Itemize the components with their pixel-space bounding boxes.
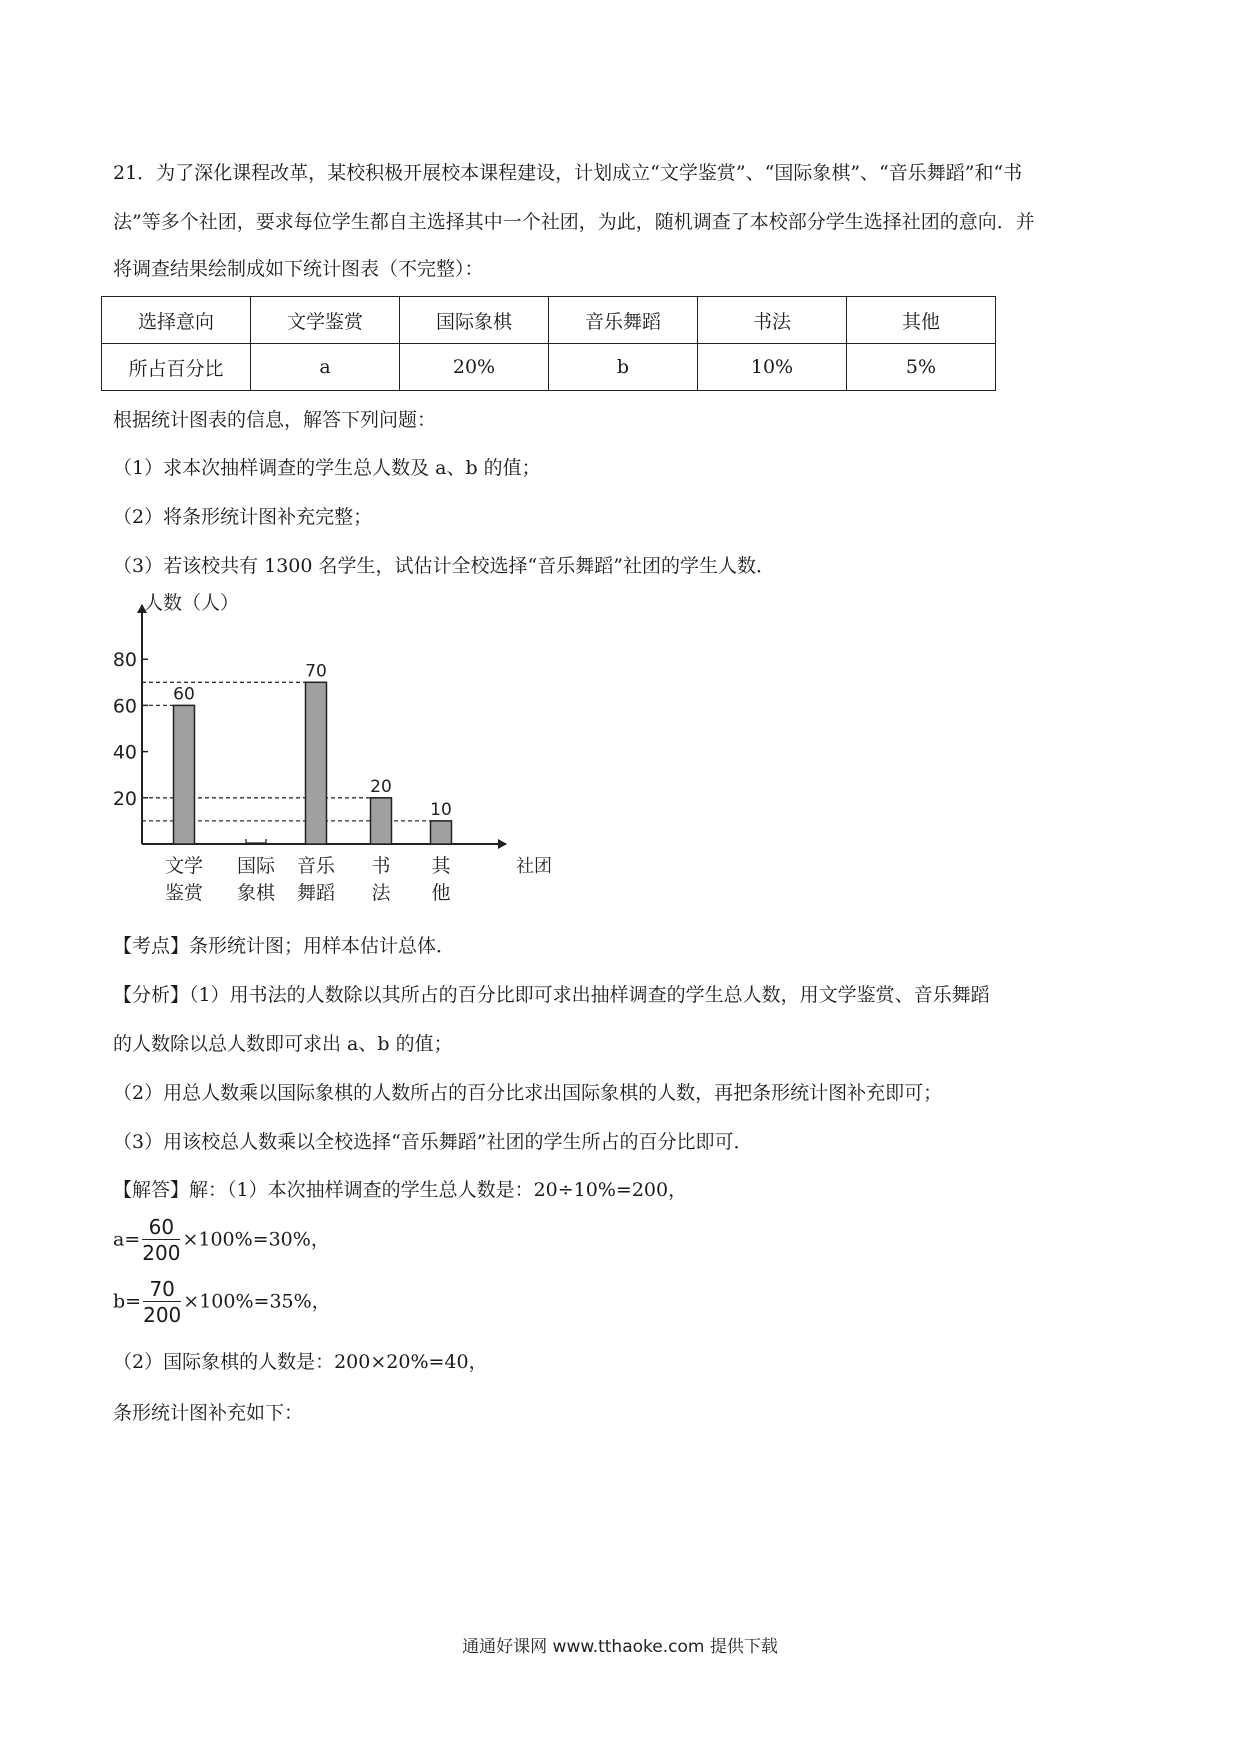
x-category-label: 国际 [236, 855, 276, 877]
x-category-label: 他 [431, 882, 451, 904]
bar-chart-svg [108, 591, 552, 911]
bar-chart [108, 591, 552, 911]
percentage-table [101, 296, 996, 391]
analysis-line-2: （2）用总人数乘以国际象棋的人数所占的百分比求出国际象棋的人数，再把条形统计图补充即可； [113, 1082, 943, 1104]
x-category-label: 法 [371, 882, 391, 904]
analysis-line-3: （3）用该校总人数乘以全校选择“音乐舞蹈”社团的学生所占的百分比即可． [113, 1131, 753, 1153]
x-axis-title: 社团 [516, 856, 552, 877]
solution-line-4: （2）国际象棋的人数是：200×20%=40， [113, 1351, 488, 1373]
bar [431, 821, 452, 844]
y-tick-label: 40 [112, 741, 137, 764]
equation-b-suffix: ×100%=35%， [183, 1290, 331, 1313]
y-tick-label: 80 [112, 649, 137, 672]
subquestion-3: （3）若该校共有 1300 名学生，试估计全校选择“音乐舞蹈”社团的学生人数． [113, 555, 775, 577]
subquestion-2: （2）将条形统计图补充完整； [113, 506, 373, 528]
table-cell: 国际象棋 [400, 297, 549, 344]
fraction-denominator: 200 [142, 1241, 181, 1265]
x-category-label: 鉴赏 [164, 882, 204, 904]
equation-b [113, 1277, 331, 1328]
table-cell: 书法 [698, 297, 847, 344]
analysis-line-1b: 的人数除以总人数即可求出 a、b 的值； [113, 1033, 453, 1055]
bar-data-label: 10 [430, 799, 452, 820]
analysis-line-1: 【分析】（1）用书法的人数除以其所占的百分比即可求出抽样调查的学生总人数，用文学鉴赏、音乐舞蹈 [113, 984, 990, 1006]
equation-a [113, 1215, 330, 1266]
fraction-numerator: 60 [142, 1215, 180, 1240]
table-cell: 其他 [847, 297, 996, 344]
x-category-label: 其 [431, 855, 451, 877]
bar [174, 705, 195, 844]
table-cell: 5% [847, 344, 996, 391]
fraction-a [142, 1215, 180, 1266]
x-category-label: 音乐 [296, 855, 336, 877]
table-cell: a [251, 344, 400, 391]
fraction-denominator: 200 [143, 1303, 182, 1327]
kaodian-line: 【考点】条形统计图；用样本估计总体． [113, 935, 456, 957]
equation-b-prefix: b= [113, 1290, 142, 1313]
bar-data-label: 20 [370, 776, 392, 797]
solution-line-5: 条形统计图补充如下： [113, 1402, 304, 1424]
y-tick-label: 60 [112, 695, 137, 718]
bar [306, 682, 327, 844]
empty-bar-slot [246, 839, 266, 843]
table-cell: b [549, 344, 698, 391]
table-cell: 20% [400, 344, 549, 391]
y-tick-label: 20 [112, 787, 137, 810]
table-cell: 音乐舞蹈 [549, 297, 698, 344]
table-row [102, 344, 996, 391]
y-axis-title: 人数（人） [144, 592, 240, 614]
page-footer: 通通好课网 www.tthaoke.com 提供下载 [462, 1637, 778, 1657]
bar-data-label: 60 [173, 684, 195, 705]
equation-a-suffix: ×100%=30%， [182, 1228, 330, 1251]
bar-data-label: 70 [305, 661, 327, 682]
table-cell: 所占百分比 [102, 344, 251, 391]
table-cell: 选择意向 [102, 297, 251, 344]
table-cell: 10% [698, 344, 847, 391]
bar [371, 798, 392, 844]
subquestion-1: （1）求本次抽样调查的学生总人数及 a、b 的值； [113, 457, 541, 479]
fraction-b [143, 1277, 181, 1328]
question-line-2: 法”等多个社团，要求每位学生都自主选择其中一个社团，为此，随机调查了本校部分学生选择社团的意向．并 [113, 211, 1035, 233]
x-category-label: 文学 [164, 855, 204, 877]
question-line-1: 21．为了深化课程改革，某校积极开展校本课程建设，计划成立“文学鉴赏”、“国际象棋”、“音乐舞蹈”和“书 [113, 162, 1023, 184]
solution-line-1: 【解答】解：（1）本次抽样调查的学生总人数是：20÷10%=200， [113, 1179, 688, 1201]
table-cell: 文学鉴赏 [251, 297, 400, 344]
prompt-text: 根据统计图表的信息，解答下列问题： [113, 409, 437, 431]
equation-a-prefix: a= [113, 1228, 141, 1251]
x-category-label: 象棋 [236, 882, 276, 904]
fraction-numerator: 70 [143, 1277, 181, 1302]
question-line-3: 将调查结果绘制成如下统计图表（不完整）： [113, 258, 484, 280]
x-category-label: 书 [371, 855, 391, 877]
x-category-label: 舞蹈 [296, 882, 336, 904]
table-header-row [102, 297, 996, 344]
